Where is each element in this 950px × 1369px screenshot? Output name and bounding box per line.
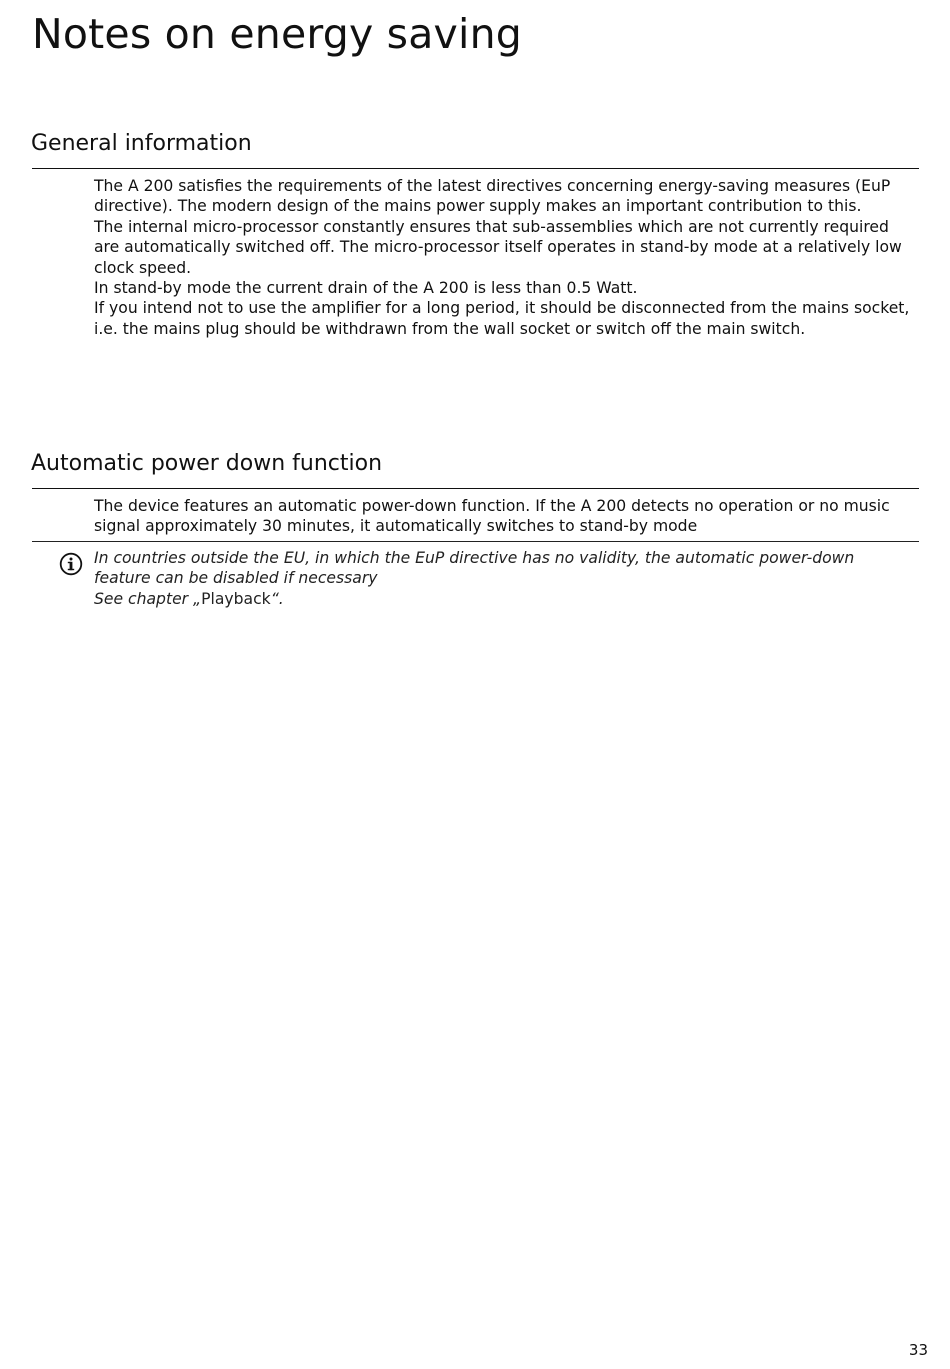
section-divider (32, 488, 919, 489)
paragraph: In stand-by mode the current drain of the A 200 is less than 0.5 Watt. (94, 279, 638, 298)
automatic-power-down-body (94, 496, 914, 537)
note-reference (94, 589, 914, 609)
see-chapter-prefix: See chapter „ (94, 589, 202, 608)
section-divider (32, 168, 919, 169)
section-heading-general-information: General information (31, 131, 252, 156)
note-text: In countries outside the EU, in which the EuP directive has no validity, the automatic power-down feature can be disabled if necessary (94, 549, 855, 588)
info-icon (59, 552, 83, 576)
info-note (94, 548, 914, 609)
page-title: Notes on energy saving (32, 10, 522, 58)
paragraph: The device features an automatic power-down function. If the A 200 detects no operation or no music signal approximately 30 minutes, it automatically switches to stand-by mode (94, 497, 890, 536)
paragraph: The A 200 satisfies the requirements of the latest directives concerning energy-saving measures (EuP directive). The modern design of the mains power supply makes an important contribution to this. (94, 177, 891, 216)
chapter-reference-playback[interactable]: Playback (201, 589, 271, 608)
general-information-body (94, 176, 914, 339)
see-chapter-suffix: “. (270, 589, 284, 608)
note-divider (32, 541, 919, 542)
section-heading-automatic-power-down: Automatic power down function (31, 451, 383, 476)
paragraph: The internal micro-processor constantly ensures that sub-assemblies which are not currently required are automatically switched off. The micro-processor itself operates in stand-by mode at a relatively low clock speed. (94, 217, 902, 277)
page-number: 33 (908, 1341, 928, 1359)
paragraph: If you intend not to use the amplifier for a long period, it should be disconnected from the mains socket, i.e. the mains plug should be withdrawn from the wall socket or switch off the main switch. (94, 299, 910, 338)
